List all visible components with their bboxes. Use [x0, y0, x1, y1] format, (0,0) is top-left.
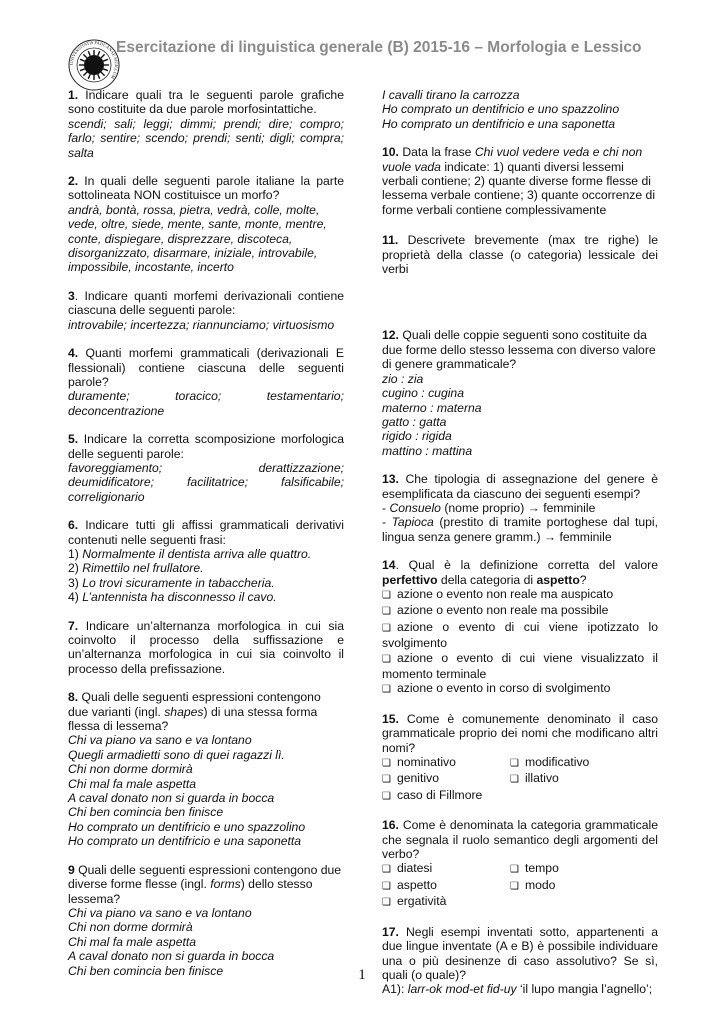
- checkbox-option[interactable]: ❑ azione o evento di cui viene ipotizzato lo svolgimento: [382, 620, 658, 651]
- question-12: 12. Quali delle coppie seguenti sono costituite da due forme dello stesso lessema con diverso valore di genere grammaticale? zio : zia cugino : cugina materno : materna gatto : gatta rigido : rigida mattino : mattina: [382, 328, 656, 458]
- question-6: 6. Indicare tutti gli affissi grammaticali derivativi contenuti nelle seguenti frasi: 1) Normalmente il dentista arriva alle quattro. 2) Rimettilo nel frullatore. 3) Lo trovi sicuramente in tabaccheria. 4) L’antennista ha disconnesso il cavo.: [68, 518, 344, 605]
- university-seal-logo: [67, 38, 121, 92]
- checkbox-option[interactable]: ❑ ergatività: [382, 894, 510, 910]
- checkbox-option[interactable]: ❑ genitivo: [382, 771, 510, 787]
- question-5: 5. Indicare la corretta scomposizione morfologica delle seguenti parole: favoreggiamento; derattizzazione; deumidificatore; facilitatrice; falsificabile; correligionario: [68, 432, 344, 504]
- checkbox-option[interactable]: ❑ illativo: [510, 771, 650, 787]
- question-4: 4. Quanti morfemi grammaticali (derivazionali E flessionali) contiene ciascuna delle seguenti parole? duramente; toracico; testamentario; deconcentrazione: [68, 346, 344, 418]
- question-16: 16. Come è denominata la categoria grammaticale che segnala il ruolo semantico degli argomenti del verbo? ❑ diatesi ❑ tempo ❑ aspetto ❑ modo ❑ ergatività: [382, 818, 658, 910]
- question-8: 8. Quali delle seguenti espressioni contengono due varianti (ingl. shapes) di una stessa forma flessa di lessema? Chi va piano va sano e va lontano Quegli armadietti sono di quei ragazzi lì. Chi non dorme dormirà Chi mal fa male aspetta A caval donato non si guarda in bocca Chi ben comincia ben finisce Ho comprato un dentifricio e uno spazzolino Ho comprato un dentifricio e una saponetta: [68, 690, 321, 849]
- checkbox-option[interactable]: ❑ aspetto: [382, 878, 510, 894]
- question-14: 14. Qual è la definizione corretta del valore perfettivo della categoria di aspetto? ❑ azione o evento non reale ma auspicato ❑ azione o evento non reale ma possibile ❑ azione o evento di cui viene ipotizzato lo svolgimento ❑ azione o evento di cui viene visualizzato il momento terminale ❑ azione o evento in corso di svolgimento: [382, 558, 658, 698]
- question-11: 11. Descrivete brevemente (max tre righe) le proprietà della classe (o categoria) lessicale dei verbi: [382, 233, 658, 277]
- checkbox-option[interactable]: ❑ azione o evento in corso di svolgimento: [382, 681, 658, 697]
- question-10: 10. Data la frase Chi vuol vedere veda e chi non vuole vada indicate: 1) quanti diversi lessemi verbali contiene; 2) quante diverse forme flesse di lessema verbale contiene; 3) quante occorrenze di forme verbali contiene complessivamente: [382, 145, 656, 217]
- checkbox-option[interactable]: ❑ diatesi: [382, 861, 510, 877]
- question-17: 17. Negli esempi inventati sotto, appartenenti a due lingue inventate (A e B) è possibile individuare una o più desinenze di caso assolutivo? Se sì, quali (o quale)? A1): larr-ok mod-et fid-uy ‘il lupo mangia l’agnello’;: [382, 924, 658, 997]
- question-7: 7. Indicare un’alternanza morfologica in cui sia coinvolto il processo della suffissazione e un’alternanza morfologica in cui sia coinvolto il processo della prefissazione.: [68, 618, 344, 676]
- checkbox-option[interactable]: ❑ modificativo: [510, 755, 650, 771]
- question-15: 15. Come è comunemente denominato il caso grammaticale proprio dei nomi che modificano altri nomi? ❑ nominativo ❑ modificativo ❑ genitivo ❑ illativo ❑ caso di Fillmore: [382, 712, 658, 804]
- question-2: 2. In quali delle seguenti parole italiane la parte sottolineata NON costituisce un morfo? andrà, bontà, rossa, pietra, vedrà, colle, molte, vede, oltre, siede, mente, sante, monte, mentre, conte, dispiegare, disprezzare, discoteca, disorganizzato, disarmare, iniziale, introvabile, impossibile, incostante, incerto: [68, 174, 344, 275]
- right-column: [382, 88, 658, 1011]
- question-9: 9 Quali delle seguenti espressioni contengono due diverse forme flesse (ingl. forms) dello stesso lessema? Chi va piano va sano e va lontano Chi non dorme dormirà Chi mal fa male aspetta A caval donato non si guarda in bocca Chi ben comincia ben finisce: [68, 862, 342, 978]
- seal-lettering: UNIVERSITATIS PADUANAE SIGILLUM: [68, 39, 120, 80]
- checkbox-option[interactable]: ❑ nominativo: [382, 755, 510, 771]
- question-1: 1. Indicare quali tra le seguenti parole grafiche sono costituite da due parole morfosintattiche. scendi; sali; leggi; dimmi; prendi; dire; compro; farlo; sentire; scendo; prendi; senti; digli; compra; salta: [68, 88, 344, 160]
- left-column: [68, 88, 344, 992]
- checkbox-option[interactable]: ❑ azione o evento non reale ma possibile: [382, 603, 658, 619]
- checkbox-option[interactable]: ❑ azione o evento di cui viene visualizzato il momento terminale: [382, 651, 658, 682]
- question-3: 3. Indicare quanti morfemi derivazionali contiene ciascuna delle seguenti parole: introvabile; incertezza; riannunciamo; virtuosismo: [68, 288, 344, 332]
- document-title: Esercitazione di linguistica generale (B) 2015-16 – Morfologia e Lessico: [116, 39, 642, 56]
- checkbox-option[interactable]: ❑ modo: [510, 878, 650, 894]
- question-13: 13. Che tipologia di assegnazione del genere è esemplificata da ciascuno dei seguenti esempi? - Consuelo (nome proprio) → femminile - Tapioca (prestito di tramite portoghese dal tupi, lingua senza genere gramm.) → femminile: [382, 472, 659, 544]
- checkbox-option[interactable]: ❑ azione o evento non reale ma auspicato: [382, 587, 658, 603]
- question-9-continued: I cavalli tirano la carrozza Ho comprato un dentifricio e uno spazzolino Ho comprato un dentifricio e una saponetta: [382, 88, 620, 131]
- page-number: 1: [358, 967, 366, 983]
- checkbox-option[interactable]: ❑ tempo: [510, 861, 650, 877]
- checkbox-option[interactable]: ❑ caso di Fillmore: [382, 788, 510, 804]
